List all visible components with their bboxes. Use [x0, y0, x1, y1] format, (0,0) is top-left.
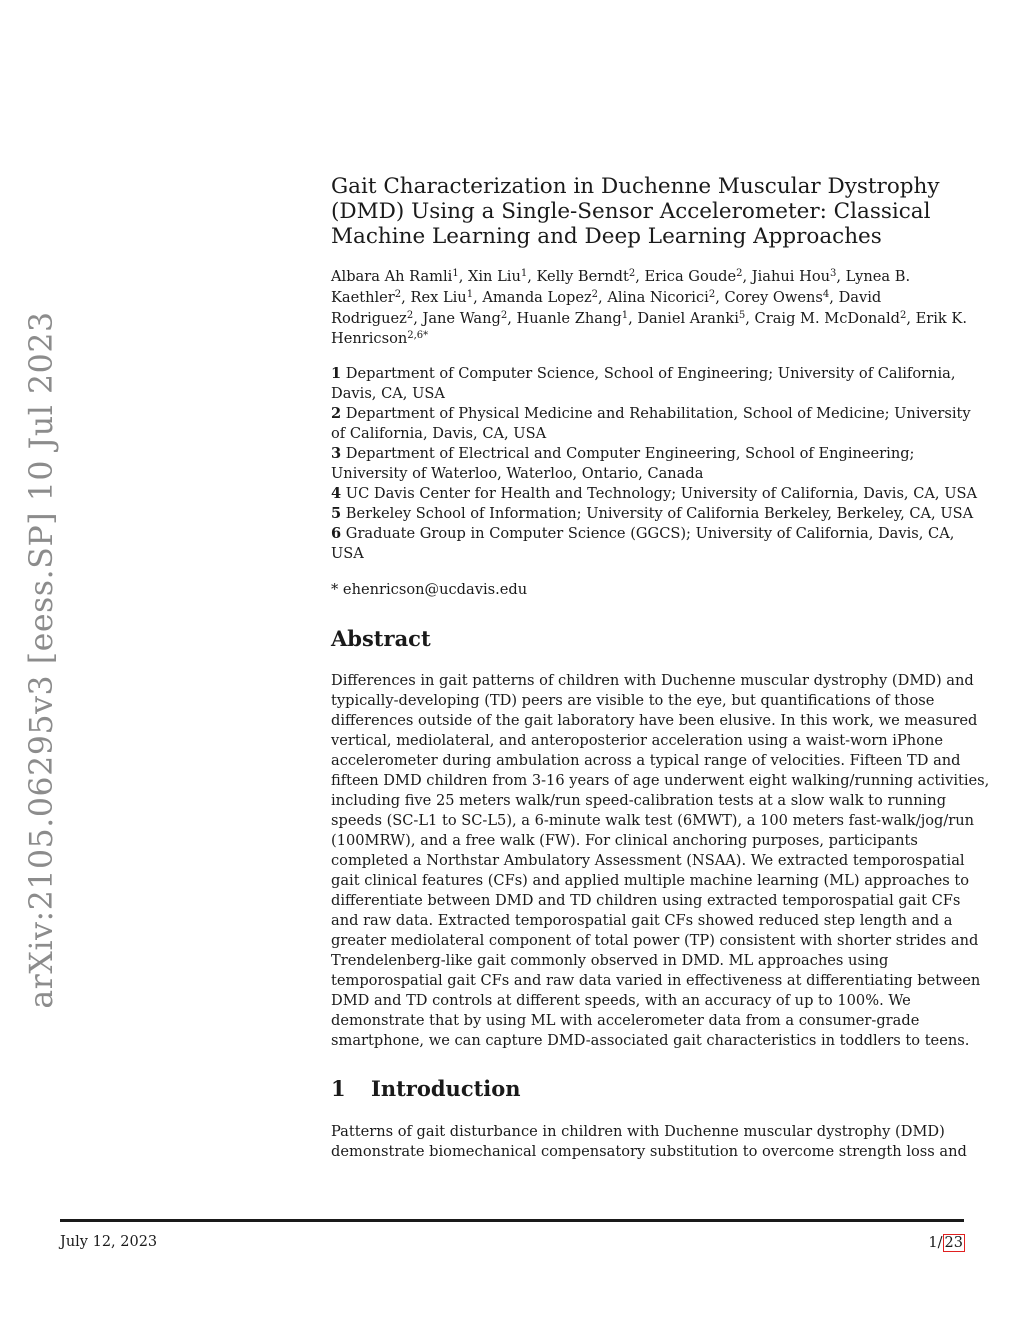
abstract-line: Trendelenberg-like gait commonly observed in DMD. ML approaches using — [331, 952, 889, 969]
page-current: 1/ — [928, 1235, 943, 1251]
abstract-line: demonstrate that by using ML with accelerometer data from a consumer-grade — [331, 1012, 920, 1029]
abstract-line: Differences in gait patterns of children with Duchenne muscular dystrophy (DMD) and — [331, 672, 974, 689]
introduction-line: demonstrate biomechanical compensatory substitution to overcome strength loss and — [331, 1143, 967, 1160]
affiliation-item: 4 UC Davis Center for Health and Technology; University of California, Davis, CA, USA — [331, 485, 978, 502]
footer-date: July 12, 2023 — [60, 1234, 158, 1250]
abstract-line: gait clinical features (CFs) and applied multiple machine learning (ML) approaches to — [331, 872, 970, 889]
footer-rule — [60, 1219, 964, 1222]
abstract-line: DMD and TD controls at different speeds, with an accuracy of up to 100%. We — [331, 992, 911, 1009]
affiliation-item: 2 Department of Physical Medicine and Rehabilitation, School of Medicine; University — [331, 405, 971, 422]
section-title: Introduction — [371, 1076, 521, 1101]
affiliation-item: 1 Department of Computer Science, School of Engineering; University of California, — [331, 365, 956, 382]
abstract-line: temporospatial gait CFs and raw data varied in effectiveness at differentiating between — [331, 972, 981, 989]
abstract-line: differentiate between DMD and TD children using extracted temporospatial gait CFs — [331, 892, 961, 909]
author-line: Albara Ah Ramli$^1$, Xin Liu$^1$, Kelly Berndt$^2$, Erica Goude$^2$, Jiahui Hou$^3$, Lynea B. — [331, 268, 911, 285]
affiliation-item: USA — [331, 545, 364, 562]
affiliation-item: 3 Department of Electrical and Computer Engineering, School of Engineering; — [331, 445, 915, 462]
affiliation-item: 6 Graduate Group in Computer Science (GGCS); University of California, Davis, CA, — [331, 525, 955, 542]
section-number: 1 — [331, 1076, 346, 1101]
arxiv-stamp: arXiv:2105.06295v3 [eess.SP] 10 Jul 2023 — [24, 311, 60, 1009]
abstract-line: accelerometer during ambulation across a typical range of velocities. Fifteen TD and — [331, 752, 961, 769]
abstract-line: speeds (SC-L1 to SC-L5), a 6-minute walk test (6MWT), a 100 meters fast-walk/jog/run — [331, 812, 975, 829]
page-total-link[interactable]: 23 — [944, 1235, 963, 1251]
introduction-heading — [331, 1076, 521, 1101]
title-line: Gait Characterization in Duchenne Muscular Dystrophy — [331, 174, 940, 199]
affiliation-item: of California, Davis, CA, USA — [331, 425, 547, 442]
affiliation-item: 5 Berkeley School of Information; University of California Berkeley, Berkeley, CA, USA — [331, 505, 974, 522]
abstract-line: differences outside of the gait laboratory have been elusive. In this work, we measured — [331, 712, 978, 729]
abstract-line: and raw data. Extracted temporospatial gait CFs showed reduced step length and a — [331, 912, 953, 929]
abstract-line: greater mediolateral component of total power (TP) consistent with shorter strides and — [331, 932, 979, 949]
corresponding-email: * ehenricson@ucdavis.edu — [331, 581, 528, 598]
paper-title — [331, 174, 951, 249]
affiliation-item: University of Waterloo, Waterloo, Ontario, Canada — [331, 465, 704, 482]
abstract-line: smartphone, we can capture DMD-associated gait characteristics in toddlers to teens. — [331, 1032, 970, 1049]
affiliation-item: Davis, CA, USA — [331, 385, 445, 402]
abstract-line: including five 25 meters walk/run speed-calibration tests at a slow walk to running — [331, 792, 947, 809]
abstract-line: completed a Northstar Ambulatory Assessment (NSAA). We extracted temporospatial — [331, 852, 965, 869]
introduction-line: Patterns of gait disturbance in children with Duchenne muscular dystrophy (DMD) — [331, 1123, 945, 1140]
title-line: (DMD) Using a Single-Sensor Accelerometer: Classical — [331, 199, 931, 224]
author-line: Kaethler$^2$, Rex Liu$^1$, Amanda Lopez$^2$, Alina Nicorici$^2$, Corey Owens$^4$, David — [331, 289, 882, 306]
author-line: Henricson$^{2,6*}$ — [331, 330, 429, 347]
author-line: Rodriguez$^2$, Jane Wang$^2$, Huanle Zhang$^1$, Daniel Aranki$^5$, Craig M. McDonald$^2$, Erik K. — [331, 310, 967, 327]
page-number — [928, 1234, 965, 1252]
title-line: Machine Learning and Deep Learning Approaches — [331, 224, 882, 249]
abstract-line: fifteen DMD children from 3-16 years of age underwent eight walking/running activities, — [331, 772, 990, 789]
abstract-line: vertical, mediolateral, and anteroposterior acceleration using a waist-worn iPhone — [331, 732, 944, 749]
abstract-line: typically-developing (TD) peers are visible to the eye, but quantifications of those — [331, 692, 935, 709]
abstract-line: (100MRW), and a free walk (FW). For clinical anchoring purposes, participants — [331, 832, 918, 849]
abstract-heading: Abstract — [331, 626, 431, 651]
